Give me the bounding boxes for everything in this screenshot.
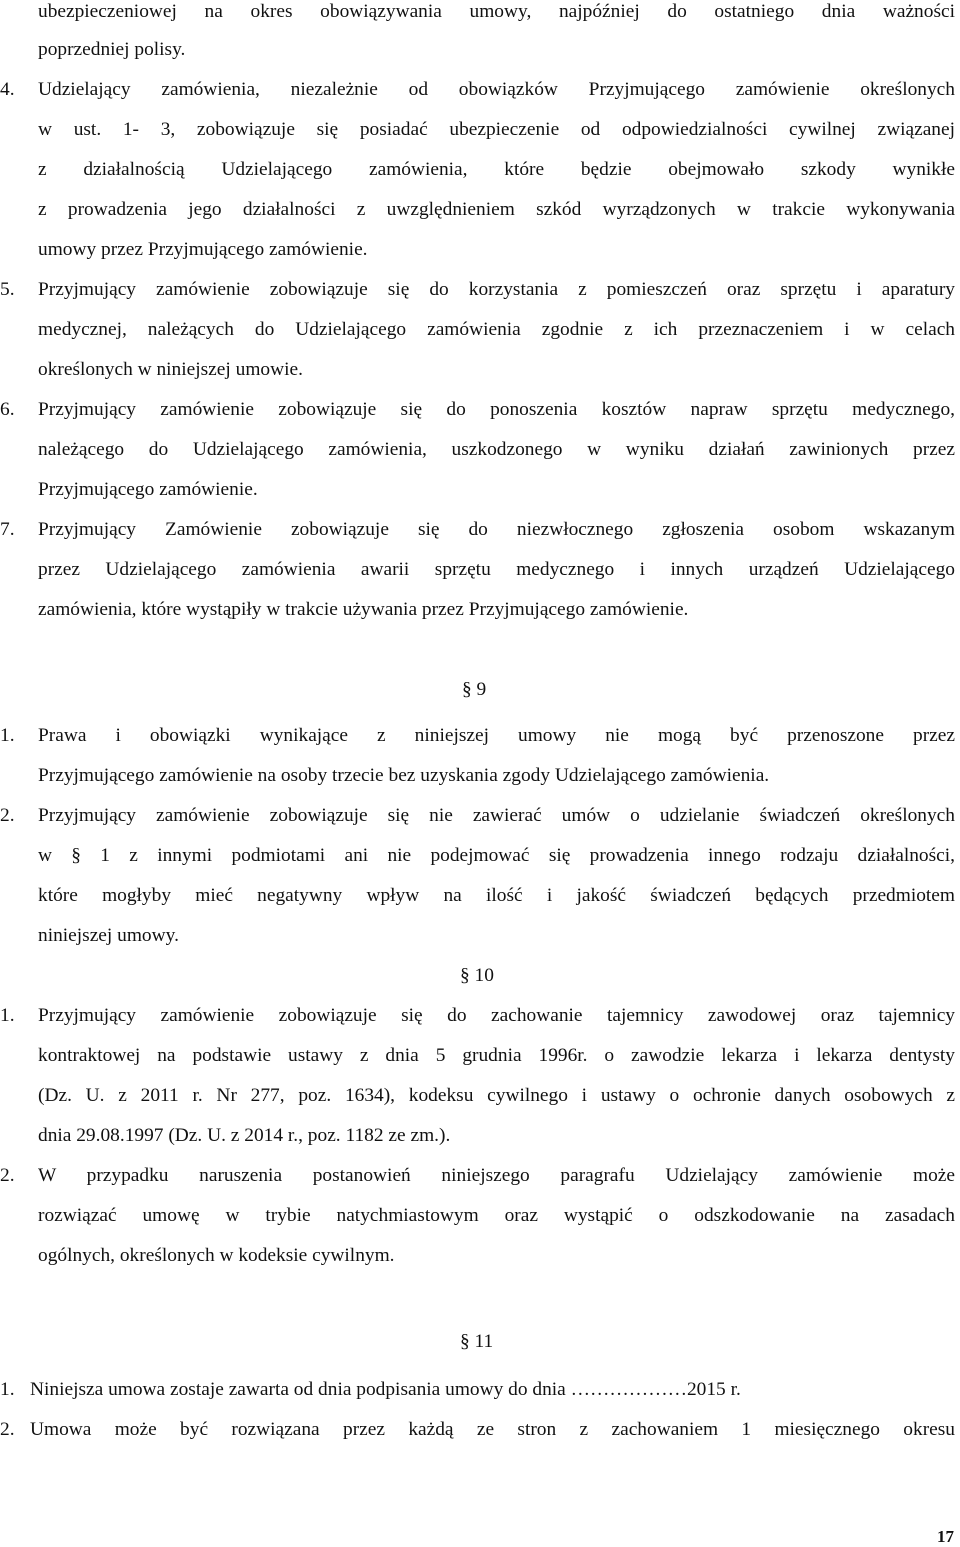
text-line: Przyjmującego zamówienie na osoby trzecie bez uzyskania zgody Udzielającego zamówienia. <box>38 765 770 786</box>
text-line: przez Udzielającego zamówienia awarii sprzętu medycznego i innych urządzeń Udzielającego <box>38 559 955 580</box>
text-line: niniejszej umowy. <box>38 925 179 946</box>
text-line: z prowadzenia jego działalności z uwzględnieniem szkód wyrządzonych w trakcie wykonywania <box>38 199 955 220</box>
list-number: 1. <box>0 1005 15 1026</box>
list-number: 4. <box>0 79 15 100</box>
text-line: W przypadku naruszenia postanowień niniejszego paragrafu Udzielający zamówienie może <box>38 1165 955 1186</box>
section-heading: § 9 <box>462 679 487 700</box>
text-line: Przyjmujący zamówienie zobowiązuje się nie zawierać umów o udzielanie świadczeń określonych <box>38 805 955 826</box>
page-number: 17 <box>937 1527 954 1546</box>
text-line: Prawa i obowiązki wynikające z niniejszej umowy nie mogą być przenoszone przez <box>38 725 955 746</box>
list-number: 2. <box>0 1419 15 1440</box>
list-number: 1. <box>0 725 15 746</box>
section-heading: § 11 <box>460 1331 494 1352</box>
list-number: 2. <box>0 1165 15 1186</box>
text-line: poprzedniej polisy. <box>38 39 186 60</box>
text-line: z działalnością Udzielającego zamówienia, które będzie obejmowało szkody wynikłe <box>38 159 955 180</box>
text-line: ubezpieczeniowej na okres obowiązywania umowy, najpóźniej do ostatniego dnia ważności <box>38 1 955 22</box>
text-line: Niniejsza umowa zostaje zawarta od dnia podpisania umowy do dnia ………………2015 r. <box>30 1379 741 1400</box>
text-line: w ust. 1- 3, zobowiązuje się posiadać ubezpieczenie od odpowiedzialności cywilnej związanej <box>38 119 955 140</box>
text-line: Umowa może być rozwiązana przez każdą ze stron z zachowaniem 1 miesięcznego okresu <box>30 1419 955 1440</box>
text-line: kontraktowej na podstawie ustawy z dnia 5 grudnia 1996r. o zawodzie lekarza i lekarza dentysty <box>38 1045 955 1066</box>
text-line: medycznej, należących do Udzielającego zamówienia zgodnie z ich przeznaczeniem i w celach <box>38 319 955 340</box>
list-number: 6. <box>0 399 15 420</box>
text-line: określonych w niniejszej umowie. <box>38 359 303 380</box>
text-line: (Dz. U. z 2011 r. Nr 277, poz. 1634), kodeksu cywilnego i ustawy o ochronie danych osobowych z <box>38 1085 955 1106</box>
text-line: które mogłyby mieć negatywny wpływ na ilość i jakość świadczeń będących przedmiotem <box>38 885 955 906</box>
text-line: w § 1 z innymi podmiotami ani nie podejmować się prowadzenia innego rodzaju działalności, <box>38 845 955 866</box>
text-line: dnia 29.08.1997 (Dz. U. z 2014 r., poz. 1182 ze zm.). <box>38 1125 451 1146</box>
section-heading: § 10 <box>460 965 494 986</box>
text-line: Przyjmujący zamówienie zobowiązuje się do zachowanie tajemnicy zawodowej oraz tajemnicy <box>38 1005 955 1026</box>
text-line: Przyjmujący Zamówienie zobowiązuje się do niezwłocznego zgłoszenia osobom wskazanym <box>38 519 955 540</box>
text-line: rozwiązać umowę w trybie natychmiastowym oraz wystąpić o odszkodowanie na zasadach <box>38 1205 955 1226</box>
text-line: Przyjmującego zamówienie. <box>38 479 258 500</box>
text-line: ogólnych, określonych w kodeksie cywilnym. <box>38 1245 395 1266</box>
list-number: 2. <box>0 805 15 826</box>
list-number: 5. <box>0 279 15 300</box>
text-line: Przyjmujący zamówienie zobowiązuje się do korzystania z pomieszczeń oraz sprzętu i aparatury <box>38 279 955 300</box>
list-number: 1. <box>0 1379 15 1400</box>
text-line: należącego do Udzielającego zamówienia, uszkodzonego w wyniku działań zawinionych przez <box>38 439 955 460</box>
text-line: zamówienia, które wystąpiły w trakcie używania przez Przyjmującego zamówienie. <box>38 599 689 620</box>
text-line: umowy przez Przyjmującego zamówienie. <box>38 239 368 260</box>
text-line: Przyjmujący zamówienie zobowiązuje się do ponoszenia kosztów napraw sprzętu medycznego, <box>38 399 955 420</box>
text-line: Udzielający zamówienia, niezależnie od obowiązków Przyjmującego zamówienie określonych <box>38 79 955 100</box>
list-number: 7. <box>0 519 15 540</box>
